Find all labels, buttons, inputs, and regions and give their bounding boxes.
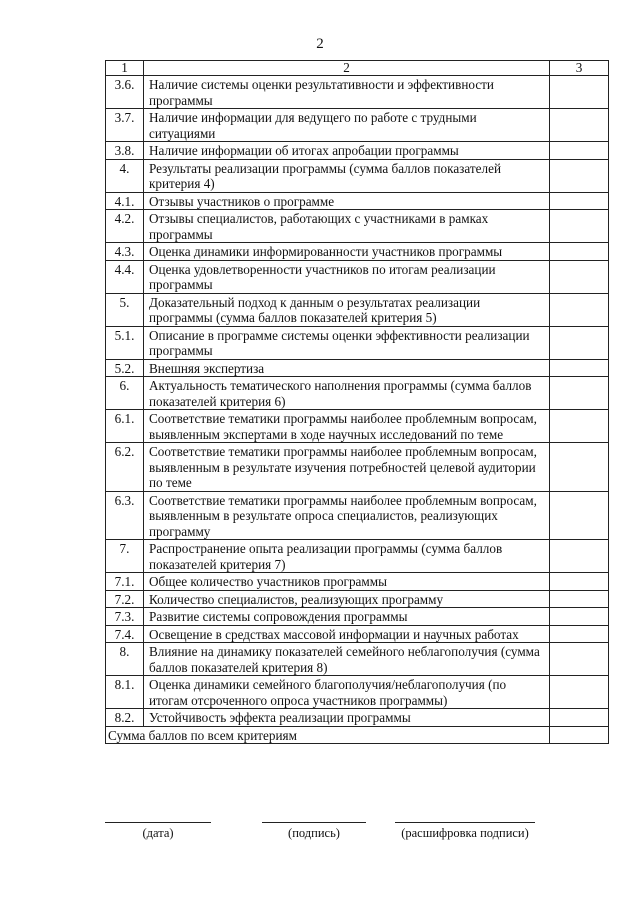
row-criterion-cell: Оценка динамики семейного благополучия/неблагополучия (по итогам отсроченного опроса участников программы) bbox=[144, 676, 550, 709]
row-number-cell: 7.4. bbox=[106, 625, 144, 643]
table-row bbox=[106, 625, 609, 643]
row-score-cell[interactable] bbox=[550, 540, 609, 573]
total-score-cell[interactable] bbox=[550, 726, 609, 744]
row-score-cell[interactable] bbox=[550, 608, 609, 626]
table-row bbox=[106, 159, 609, 192]
row-criterion-cell: Результаты реализации программы (сумма баллов показателей критерия 4) bbox=[144, 159, 550, 192]
signature-section bbox=[0, 822, 640, 862]
table-row bbox=[106, 210, 609, 243]
table-row bbox=[106, 260, 609, 293]
header-score-cell: 3 bbox=[550, 61, 609, 76]
table-row bbox=[106, 377, 609, 410]
row-score-cell[interactable] bbox=[550, 709, 609, 727]
table-row bbox=[106, 142, 609, 160]
table-row bbox=[106, 326, 609, 359]
header-number-cell: 1 bbox=[106, 61, 144, 76]
row-number-cell: 8. bbox=[106, 643, 144, 676]
date-caption: (дата) bbox=[142, 826, 174, 840]
date-line bbox=[105, 822, 211, 823]
row-criterion-cell: Общее количество участников программы bbox=[144, 573, 550, 591]
row-score-cell[interactable] bbox=[550, 643, 609, 676]
row-number-cell: 7.2. bbox=[106, 590, 144, 608]
row-number-cell: 7. bbox=[106, 540, 144, 573]
row-score-cell[interactable] bbox=[550, 410, 609, 443]
decoding-signature-block bbox=[395, 822, 535, 841]
decoding-caption: (расшифровка подписи) bbox=[401, 826, 529, 840]
row-number-cell: 4. bbox=[106, 159, 144, 192]
row-score-cell[interactable] bbox=[550, 491, 609, 540]
row-number-cell: 5. bbox=[106, 293, 144, 326]
table-row bbox=[106, 540, 609, 573]
date-signature-block bbox=[105, 822, 211, 841]
page-number: 2 bbox=[316, 36, 324, 52]
signature-caption: (подпись) bbox=[288, 826, 340, 840]
row-criterion-cell: Соответствие тематики программы наиболее проблемным вопросам, выявленным экспертами в ходе научных исследований по теме bbox=[144, 410, 550, 443]
row-criterion-cell: Распространение опыта реализации программы (сумма баллов показателей критерия 7) bbox=[144, 540, 550, 573]
table-row bbox=[106, 109, 609, 142]
row-score-cell[interactable] bbox=[550, 210, 609, 243]
table-row bbox=[106, 573, 609, 591]
table-row bbox=[106, 643, 609, 676]
signature-block bbox=[262, 822, 366, 841]
table-row bbox=[106, 410, 609, 443]
row-number-cell: 7.1. bbox=[106, 573, 144, 591]
row-score-cell[interactable] bbox=[550, 676, 609, 709]
row-score-cell[interactable] bbox=[550, 573, 609, 591]
row-criterion-cell: Описание в программе системы оценки эффективности реализации программы bbox=[144, 326, 550, 359]
table-row bbox=[106, 243, 609, 261]
criteria-table-body bbox=[106, 61, 609, 744]
row-criterion-cell: Количество специалистов, реализующих программу bbox=[144, 590, 550, 608]
row-number-cell: 4.2. bbox=[106, 210, 144, 243]
table-row bbox=[106, 443, 609, 492]
table-row bbox=[106, 608, 609, 626]
row-number-cell: 7.3. bbox=[106, 608, 144, 626]
decoding-line bbox=[395, 822, 535, 823]
row-number-cell: 3.7. bbox=[106, 109, 144, 142]
row-number-cell: 6.1. bbox=[106, 410, 144, 443]
row-score-cell[interactable] bbox=[550, 109, 609, 142]
table-row bbox=[106, 590, 609, 608]
row-criterion-cell: Освещение в средствах массовой информации и научных работах bbox=[144, 625, 550, 643]
signature-line bbox=[262, 822, 366, 823]
row-number-cell: 3.6. bbox=[106, 76, 144, 109]
header-name-cell: 2 bbox=[144, 61, 550, 76]
row-score-cell[interactable] bbox=[550, 293, 609, 326]
row-score-cell[interactable] bbox=[550, 192, 609, 210]
table-row bbox=[106, 676, 609, 709]
table-row bbox=[106, 491, 609, 540]
row-criterion-cell: Доказательный подход к данным о результатах реализации программы (сумма баллов показателей критерия 5) bbox=[144, 293, 550, 326]
row-criterion-cell: Отзывы участников о программе bbox=[144, 192, 550, 210]
row-number-cell: 6.2. bbox=[106, 443, 144, 492]
total-label-cell: Сумма баллов по всем критериям bbox=[106, 726, 550, 744]
row-criterion-cell: Оценка динамики информированности участников программы bbox=[144, 243, 550, 261]
row-score-cell[interactable] bbox=[550, 359, 609, 377]
row-score-cell[interactable] bbox=[550, 159, 609, 192]
row-number-cell: 3.8. bbox=[106, 142, 144, 160]
row-criterion-cell: Актуальность тематического наполнения программы (сумма баллов показателей критерия 6) bbox=[144, 377, 550, 410]
row-score-cell[interactable] bbox=[550, 326, 609, 359]
row-number-cell: 4.4. bbox=[106, 260, 144, 293]
row-number-cell: 8.1. bbox=[106, 676, 144, 709]
row-number-cell: 6.3. bbox=[106, 491, 144, 540]
row-number-cell: 6. bbox=[106, 377, 144, 410]
table-row bbox=[106, 293, 609, 326]
row-number-cell: 4.1. bbox=[106, 192, 144, 210]
row-criterion-cell: Оценка удовлетворенности участников по итогам реализации программы bbox=[144, 260, 550, 293]
table-row bbox=[106, 192, 609, 210]
row-score-cell[interactable] bbox=[550, 243, 609, 261]
row-score-cell[interactable] bbox=[550, 76, 609, 109]
row-criterion-cell: Наличие информации об итогах апробации программы bbox=[144, 142, 550, 160]
table-row bbox=[106, 359, 609, 377]
row-score-cell[interactable] bbox=[550, 260, 609, 293]
row-criterion-cell: Влияние на динамику показателей семейного неблагополучия (сумма баллов показателей критерия 8) bbox=[144, 643, 550, 676]
row-criterion-cell: Внешняя экспертиза bbox=[144, 359, 550, 377]
table-row bbox=[106, 709, 609, 727]
row-criterion-cell: Наличие системы оценки результативности и эффективности программы bbox=[144, 76, 550, 109]
row-criterion-cell: Отзывы специалистов, работающих с участниками в рамках программы bbox=[144, 210, 550, 243]
row-score-cell[interactable] bbox=[550, 377, 609, 410]
criteria-table bbox=[105, 60, 609, 744]
row-criterion-cell: Развитие системы сопровождения программы bbox=[144, 608, 550, 626]
row-score-cell[interactable] bbox=[550, 443, 609, 492]
row-score-cell[interactable] bbox=[550, 142, 609, 160]
row-criterion-cell: Соответствие тематики программы наиболее проблемным вопросам, выявленным в результате опроса специалистов, реализующих программу bbox=[144, 491, 550, 540]
row-score-cell[interactable] bbox=[550, 625, 609, 643]
row-number-cell: 8.2. bbox=[106, 709, 144, 727]
row-number-cell: 5.2. bbox=[106, 359, 144, 377]
row-number-cell: 5.1. bbox=[106, 326, 144, 359]
row-score-cell[interactable] bbox=[550, 590, 609, 608]
row-criterion-cell: Наличие информации для ведущего по работе с трудными ситуациями bbox=[144, 109, 550, 142]
row-criterion-cell: Устойчивость эффекта реализации программы bbox=[144, 709, 550, 727]
total-row bbox=[106, 726, 609, 744]
row-criterion-cell: Соответствие тематики программы наиболее проблемным вопросам, выявленным в результате изучения потребностей целевой аудитории по теме bbox=[144, 443, 550, 492]
table-header-row bbox=[106, 61, 609, 76]
row-number-cell: 4.3. bbox=[106, 243, 144, 261]
table-row bbox=[106, 76, 609, 109]
